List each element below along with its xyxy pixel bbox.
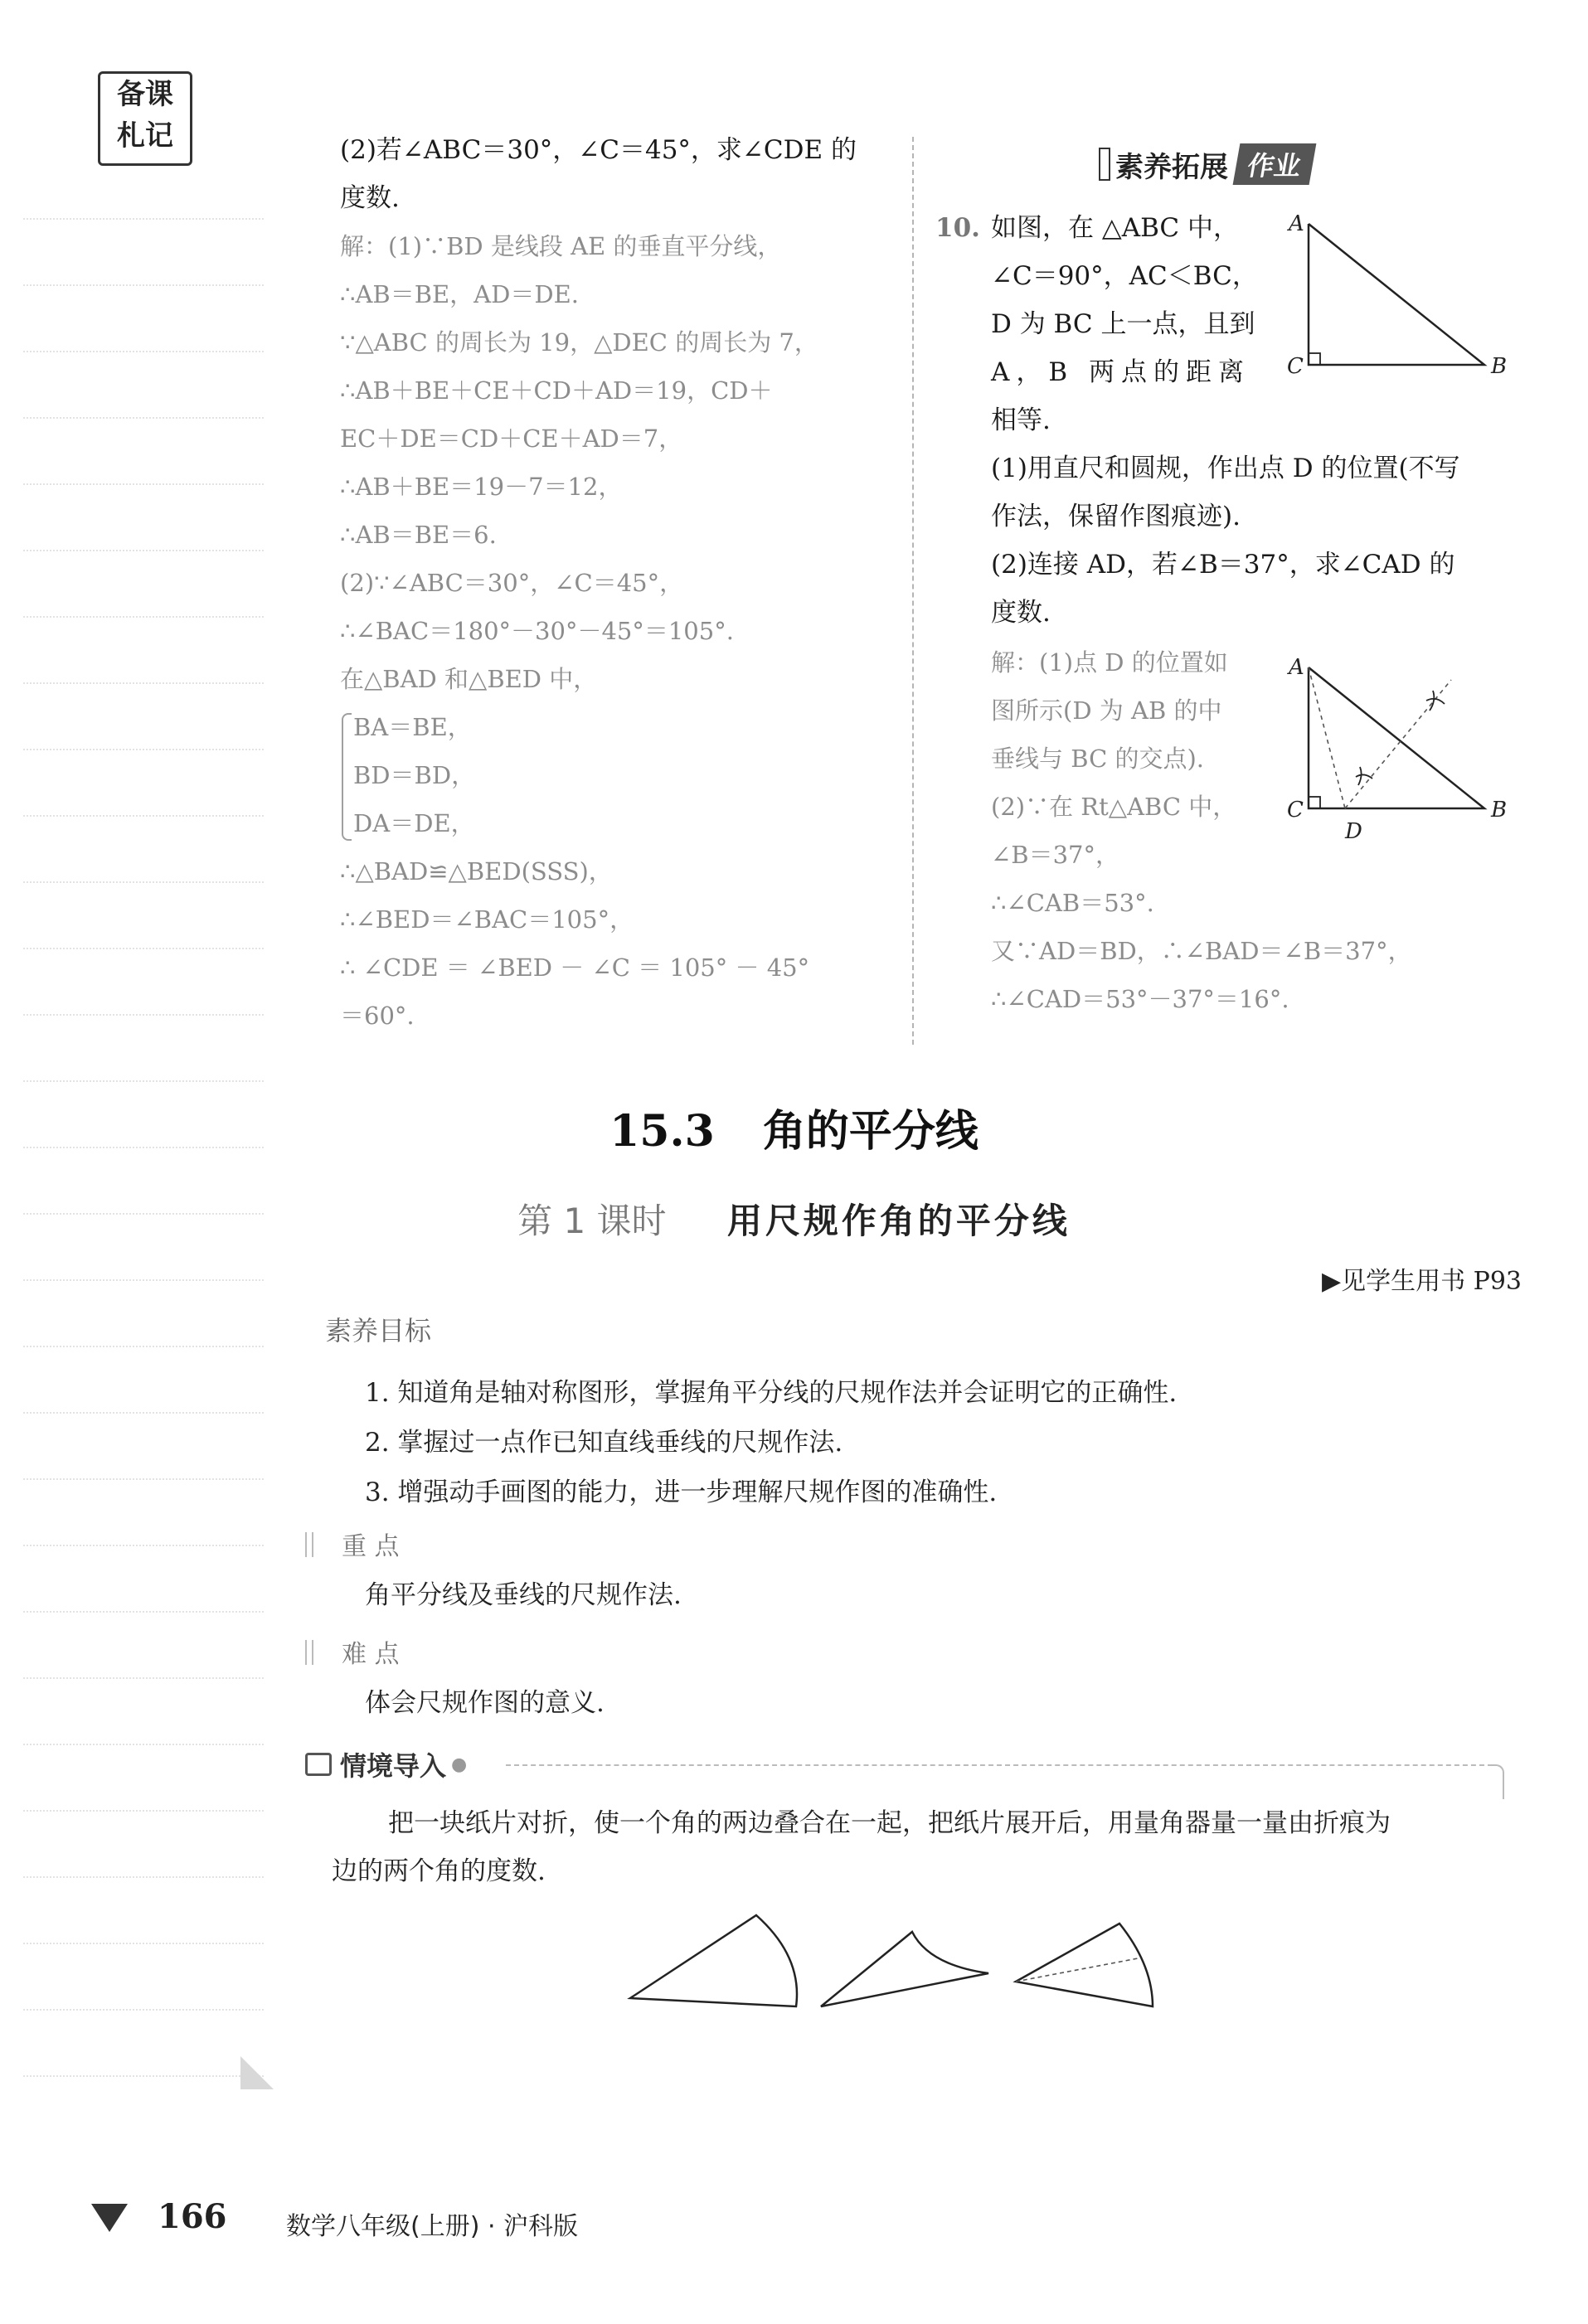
intro-line: 把一块纸片对折，使一个角的两边叠合在一起，把纸片展开后，用量角器量一量由折痕为 [388, 1808, 1391, 1838]
answer-line: ∴AB＝BE，AD＝DE. [340, 280, 580, 308]
section-title [0, 1096, 1588, 1158]
question-line: 相等. [991, 405, 1051, 435]
answer-line: ∴∠BAC＝180°－30°－45°＝105°. [340, 617, 734, 645]
answer-line: ∴AB＋BE＝19－7＝12， [340, 473, 623, 501]
difficulty-bar [305, 1640, 313, 1665]
lesson-name: 用尺规作角的平分线 [726, 1201, 1071, 1241]
system-line: DA＝DE， [353, 809, 475, 837]
goal-item: 1. 知道角是轴对称图形，掌握角平分线的尺规作法并会证明它的正确性. [365, 1378, 1178, 1408]
answer-line: ∠B＝37°， [991, 841, 1120, 869]
paper-piece-1 [630, 1915, 797, 2006]
answer-line: ＝60°. [340, 1002, 415, 1030]
arc-mark-upper [1426, 691, 1445, 711]
header-mark [1099, 148, 1110, 181]
question-line: D 为 BC 上一点，且到 [991, 309, 1255, 339]
badge-line-2: 札记 [117, 119, 173, 153]
equation-system [340, 703, 897, 847]
corner-decoration [240, 2056, 274, 2089]
section-number: 15.3 [609, 1106, 715, 1157]
lesson-title [0, 1194, 1588, 1244]
dot-icon: ● [451, 1754, 468, 1775]
vertex-label-b: B [1491, 354, 1508, 379]
question-part: (1)用直尺和圆规，作出点 D 的位置(不写 [991, 454, 1460, 483]
column-divider [912, 137, 914, 1045]
answer-line: ∴∠CAB＝53°. [991, 889, 1154, 917]
intro-rule [506, 1764, 1493, 1766]
vertex-label-c: C [1287, 354, 1304, 379]
question-part2-line1: (2)若∠ABC＝30°，∠C＝45°，求∠CDE 的 [340, 135, 857, 165]
question-line: ∠C＝90°，AC＜BC， [991, 261, 1258, 291]
intro-rule-end [1493, 1764, 1504, 1799]
vertex-label-c: C [1287, 798, 1304, 822]
answer-line: ∴△BAD≌△BED(SSS)， [340, 857, 613, 885]
difficulty-title: 难 点 [342, 1640, 400, 1669]
segment-ad [1309, 667, 1345, 808]
vertex-label-a: A [1289, 211, 1304, 236]
answer-line: 解：(1)点 D 的位置如 [991, 648, 1228, 677]
triangle-figure [1277, 207, 1526, 386]
question-line: A，B 两点的距离 [991, 357, 1251, 387]
triangle-abc [1309, 667, 1484, 808]
notes-badge [98, 71, 192, 166]
system-brace [342, 713, 352, 841]
triangle-abc [1309, 224, 1484, 365]
key-bar [305, 1532, 313, 1557]
system-line: BA＝BE， [353, 713, 472, 741]
question-line: 如图，在 △ABC 中， [991, 213, 1240, 243]
intro-line: 边的两个角的度数. [332, 1856, 546, 1886]
key-title: 重 点 [342, 1532, 400, 1561]
reference-link[interactable] [1322, 1260, 1522, 1297]
difficulty-text: 体会尺规作图的意义. [365, 1688, 605, 1718]
folded-paper-figures [622, 1899, 1202, 2031]
construction-figure [1277, 643, 1526, 850]
section-name: 角的平分线 [762, 1107, 979, 1157]
answer-line: (2)∵在 Rt△ABC 中， [991, 793, 1237, 821]
vertex-label-b: B [1491, 798, 1508, 822]
goal-item: 3. 增强动手画图的能力，进一步理解尺规作图的准确性. [365, 1477, 998, 1507]
question-10-number: 10. [935, 213, 980, 243]
header-label: 素养拓展 [1115, 150, 1228, 184]
answer-line: ∴AB＝BE＝6. [340, 521, 497, 549]
system-line: BD＝BD， [353, 761, 476, 789]
question-part: 度数. [991, 598, 1051, 628]
triangle-right-icon: ▶ [1322, 1267, 1342, 1296]
footer-decoration [91, 2204, 128, 2232]
question-part: 作法，保留作图痕迹). [991, 502, 1241, 531]
answer-line: ∴∠CAD＝53°－37°＝16°. [991, 985, 1289, 1013]
paper-piece-2 [821, 1932, 988, 2006]
intro-text [332, 1799, 1509, 1895]
vertex-label-d: D [1345, 819, 1362, 844]
right-angle-mark [1309, 353, 1320, 365]
answer-line: ∵△ABC 的周长为 19，△DEC 的周长为 7， [340, 328, 818, 357]
key-text: 角平分线及垂线的尺规作法. [365, 1580, 682, 1610]
lesson-label: 第 1 课时 [517, 1201, 667, 1241]
answer-line: 在△BAD 和△BED 中， [340, 665, 598, 693]
paper-piece-3 [1016, 1924, 1153, 2006]
question-part: (2)连接 AD，若∠B＝37°，求∠CAD 的 [991, 550, 1455, 580]
extension-header [1099, 144, 1313, 184]
answer-line: (2)∵∠ABC＝30°，∠C＝45°， [340, 569, 684, 597]
answer-line: 垂线与 BC 的交点). [991, 745, 1205, 773]
book-icon [305, 1753, 332, 1776]
reference-text: 见学生用书 P93 [1341, 1267, 1522, 1296]
arc-mark-lower [1356, 767, 1372, 785]
answer-line: ∴ ∠CDE ＝ ∠BED － ∠C ＝ 105° － 45° [340, 953, 810, 982]
fold-crease [1016, 1958, 1138, 1982]
header-tag: 作业 [1233, 143, 1317, 185]
intro-header [305, 1745, 467, 1783]
intro-title: 情境导入 [340, 1750, 447, 1782]
left-column [340, 126, 897, 1040]
answer-line: ∴∠BED＝∠BAC＝105°， [340, 905, 634, 934]
goals-list [365, 1368, 1177, 1517]
answer-line: EC＋DE＝CD＋CE＋AD＝7， [340, 425, 683, 453]
page-number: 166 [158, 2197, 227, 2236]
goal-item: 2. 掌握过一点作已知直线垂线的尺规作法. [365, 1428, 843, 1458]
answer-line: 又∵AD＝BD，∴∠BAD＝∠B＝37°， [991, 937, 1412, 965]
answer-line: ∴AB＋BE＋CE＋CD＋AD＝19，CD＋ [340, 376, 773, 405]
vertex-label-a: A [1289, 655, 1304, 680]
answer-line: 解：(1)∵BD 是线段 AE 的垂直平分线， [340, 232, 782, 260]
right-angle-mark [1309, 797, 1320, 808]
badge-line-1: 备课 [117, 78, 173, 111]
question-part2-line2: 度数. [340, 183, 400, 213]
goals-title: 素养目标 [325, 1315, 432, 1346]
answer-line: 图所示(D 为 AB 的中 [991, 696, 1222, 725]
book-title: 数学八年级(上册) · 沪科版 [286, 2212, 579, 2241]
